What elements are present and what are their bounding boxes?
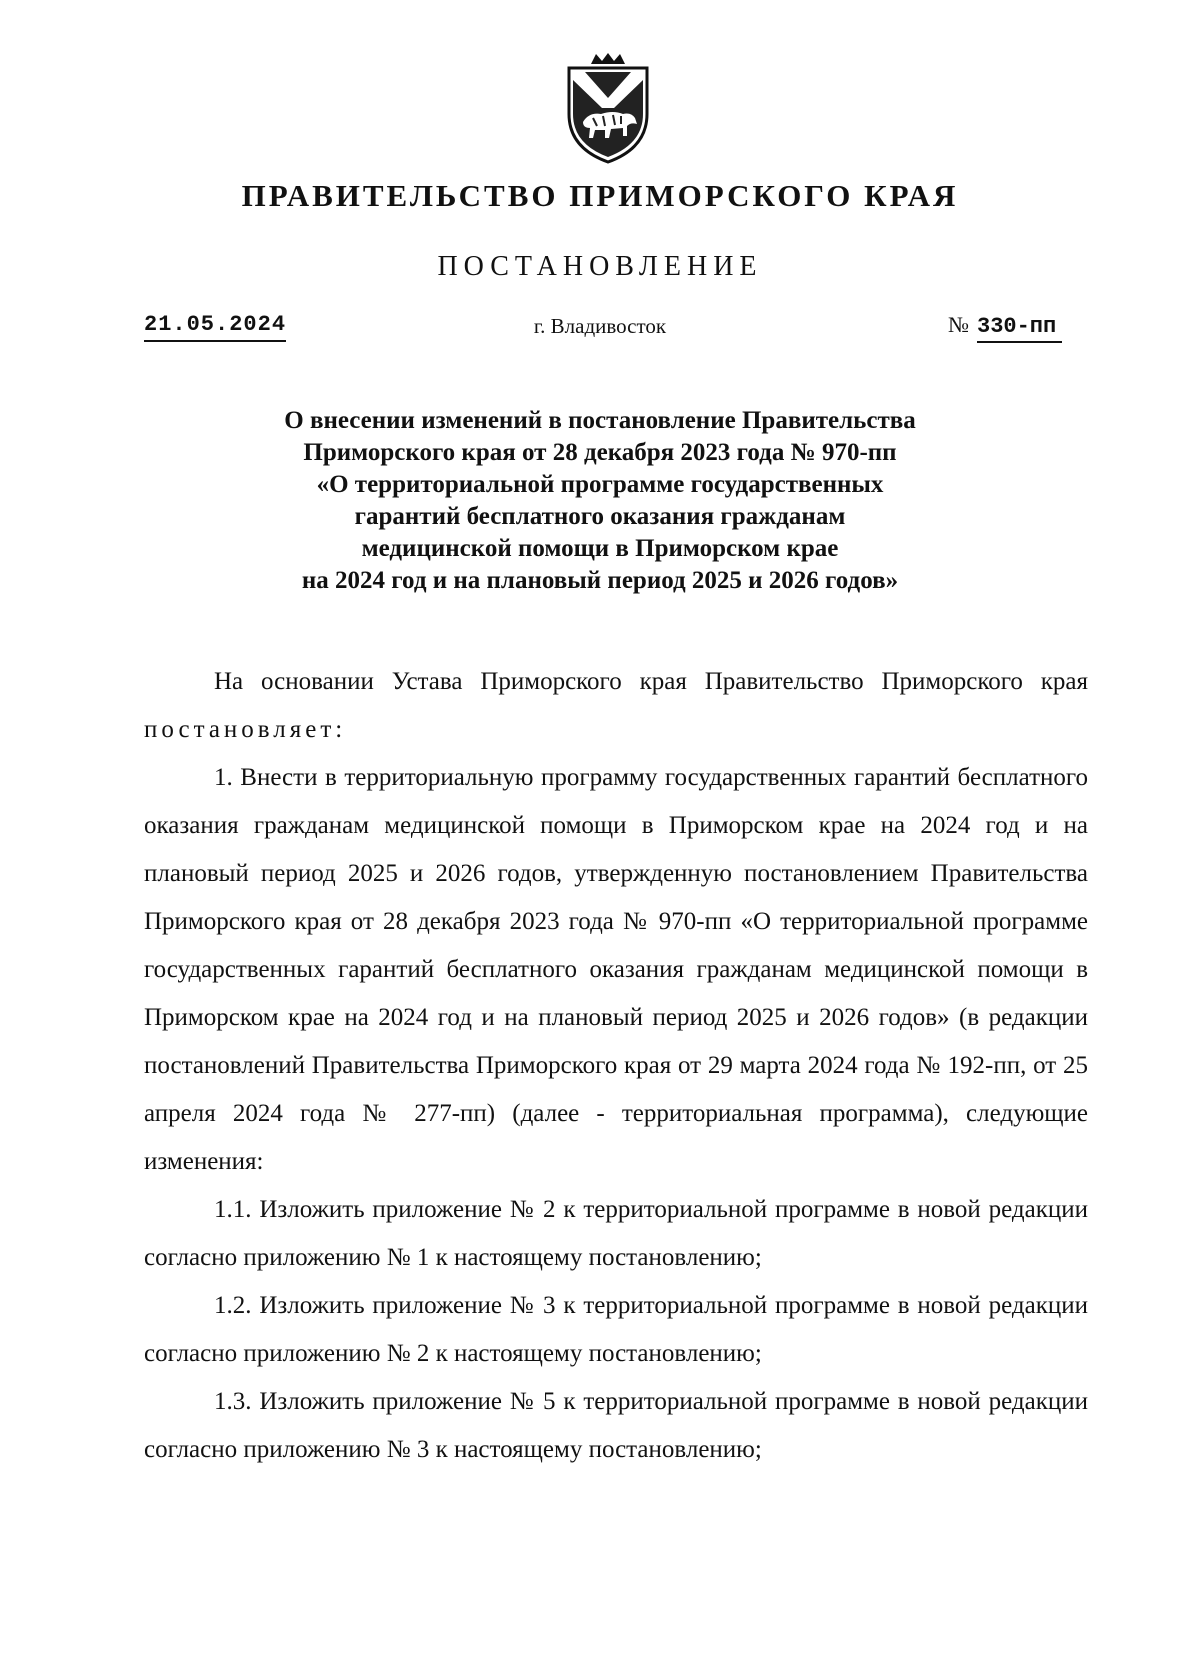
body-paragraph: 1.2. Изложить приложение № 3 к территориальной программе в новой редакции согласно приложению № 2 к настоящему постановлению; [144,1292,1088,1367]
intro-paragraph [144,658,1088,754]
number-sign: № [948,312,969,337]
document-city: г. Владивосток [533,314,667,338]
document-subject [0,405,1200,597]
subject-line: гарантий бесплатного оказания гражданам [354,503,846,530]
subject-line: медицинской помощи в Приморском крае [361,535,839,562]
organization-title: ПРАВИТЕЛЬСТВО ПРИМОРСКОГО КРАЯ [241,178,959,213]
intro-text: На основании Устава Приморского края Правительство Приморского края [214,668,1088,695]
document-date: 21.05.2024 [144,312,286,342]
body-paragraph: 1.1. Изложить приложение № 2 к территориальной программе в новой редакции согласно приложению № 1 к настоящему постановлению; [144,1196,1088,1271]
subject-line: Приморского края от 28 декабря 2023 года № 970-пп [303,439,897,466]
resolves-text: постановляет: [144,716,347,743]
document-body [144,658,1088,1474]
body-paragraph: 1. Внести в территориальную программу государственных гарантий бесплатного оказания гражданам медицинской помощи в Приморском крае на 2024 год и на плановый период 2025 и 2026 годов, утвержденную постановлением Правительства Приморского края от 28 декабря 2023 года № 970-пп «О территориальной программе государственных гарантий бесплатного оказания гражданам медицинской помощи в Приморском крае на 2024 год и на плановый период 2025 и 2026 годов» (в редакции постановлений Правительства Приморского края от 29 марта 2024 года № 192-пп, от 25 апреля 2024 года № 277-пп) (далее - территориальная программа), следующие изменения: [144,764,1088,1175]
document-number [948,312,1062,340]
subject-line: О внесении изменений в постановление Правительства [284,407,916,434]
document-type: ПОСТАНОВЛЕНИЕ [437,251,763,282]
coat-of-arms-icon [563,52,653,164]
subject-line: на 2024 год и на плановый период 2025 и 2026 годов» [301,567,899,594]
body-paragraph: 1.3. Изложить приложение № 5 к территориальной программе в новой редакции согласно приложению № 3 к настоящему постановлению; [144,1388,1088,1463]
document-meta-row [0,312,1200,346]
number-value: 330-пп [977,314,1062,343]
subject-line: «О территориальной программе государственных [316,471,884,498]
